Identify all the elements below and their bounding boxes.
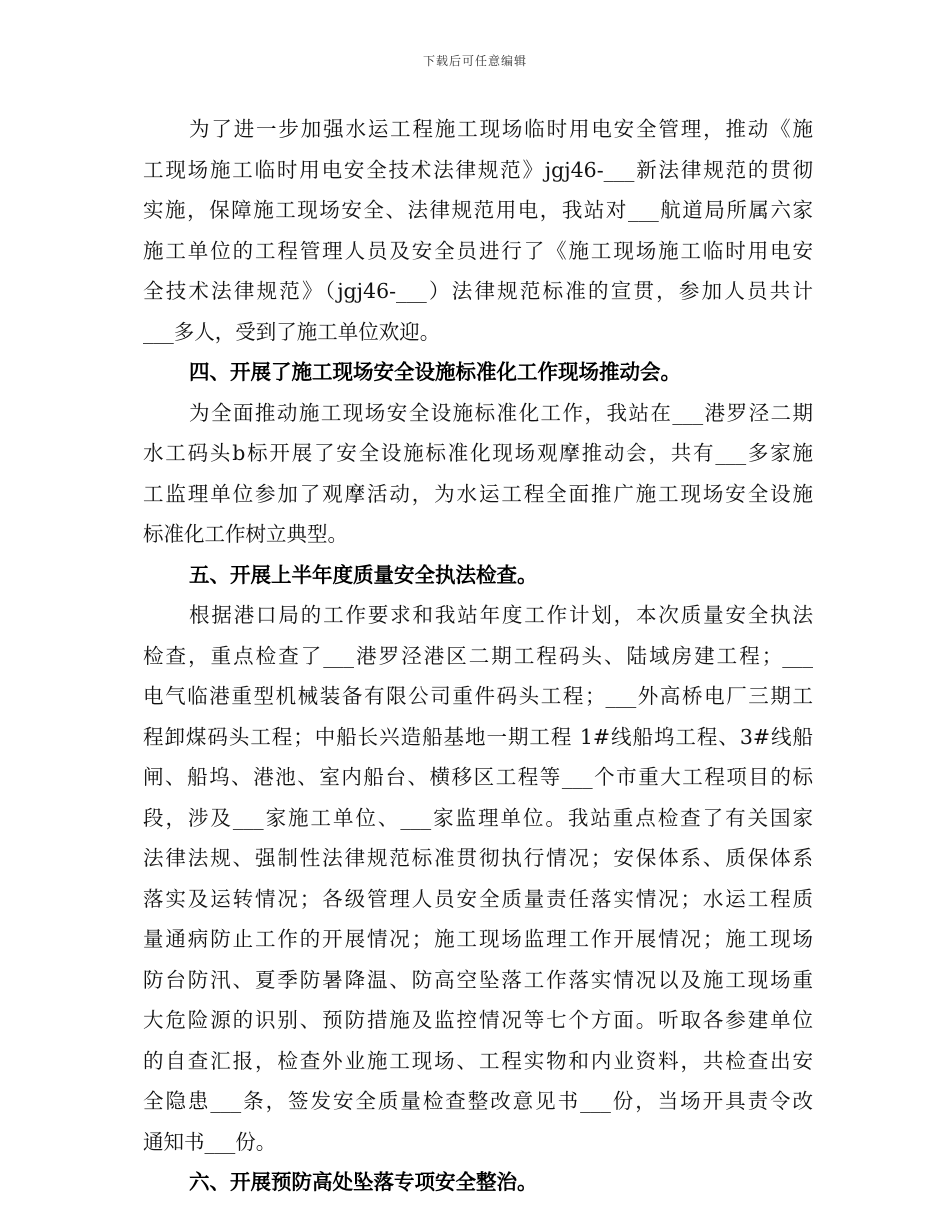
section-5-line-11: 大危险源的识别、预防措施及监控情况等七个方面。听取各参建单位 bbox=[143, 1008, 813, 1032]
section-5-line-1: 根据港口局的工作要求和我站年度工作计划，本次质量安全执法 bbox=[189, 603, 813, 627]
intro-line-2: 工现场施工临时用电安全技术法律规范》jgj46-___新法律规范的贯彻 bbox=[143, 157, 813, 182]
section-5-line-2: 检查，重点检查了___港罗泾港区二期工程码头、陆域房建工程；___ bbox=[143, 643, 813, 668]
section-5-line-7: 法律法规、强制性法律规范标准贯彻执行情况；安保体系、质保体系 bbox=[143, 846, 813, 870]
section-5-line-9: 量通病防止工作的开展情况；施工现场监理工作开展情况；施工现场 bbox=[143, 927, 813, 951]
section-4-line-4: 标准化工作树立典型。 bbox=[143, 522, 348, 546]
section-5-line-3: 电气临港重型机械装备有限公司重件码头工程；___外高桥电厂三期工 bbox=[143, 684, 813, 708]
section-5-line-10: 防台防汛、夏季防暑降温、防高空坠落工作落实情况以及施工现场重 bbox=[143, 967, 813, 992]
section-5-line-6: 段，涉及___家施工单位、___家监理单位。我站重点检查了有关国家 bbox=[143, 805, 813, 830]
intro-line-1: 为了进一步加强水运工程施工现场临时用电安全管理，推动《施 bbox=[189, 117, 813, 141]
section-5-line-5: 闸、船坞、港池、室内船台、横移区工程等___个市重大工程项目的标 bbox=[143, 765, 813, 789]
intro-line-5: 全技术法律规范》（jgj46-___）法律规范标准的宣贯，参加人员共计 bbox=[143, 279, 813, 303]
section-5-line-14: 通知书___份。 bbox=[143, 1129, 277, 1154]
section-5-line-13: 全隐患___条，签发安全质量检查整改意见书___份，当场开具责令改 bbox=[143, 1089, 813, 1113]
section-5-line-4: 程卸煤码头工程；中船长兴造船基地一期工程 1#线船坞工程、3#线船 bbox=[143, 724, 813, 749]
section-5-line-12: 的自查汇报，检查外业施工现场、工程实物和内业资料，共检查出安 bbox=[143, 1048, 813, 1073]
section-4-heading: 四、开展了施工现场安全设施标准化工作现场推动会。 bbox=[189, 360, 681, 384]
section-4-line-1: 为全面推动施工现场安全设施标准化工作，我站在___港罗泾二期 bbox=[189, 400, 813, 425]
intro-line-3: 实施，保障施工现场安全、法律规范用电，我站对___航道局所属六家 bbox=[143, 198, 813, 222]
page-header: 下载后可任意编辑 bbox=[422, 54, 527, 68]
section-4-line-3: 工监理单位参加了观摩活动，为水运工程全面推广施工现场安全设施 bbox=[143, 481, 813, 506]
section-6-heading: 六、开展预防高处坠落专项安全整治。 bbox=[189, 1170, 538, 1194]
section-4-line-2: 水工码头b标开展了安全设施标准化现场观摩推动会，共有___多家施 bbox=[143, 441, 813, 465]
section-5-heading: 五、开展上半年度质量安全执法检查。 bbox=[189, 562, 538, 587]
section-5-line-8: 落实及运转情况；各级管理人员安全质量责任落实情况；水运工程质 bbox=[143, 886, 813, 911]
intro-line-6: ___多人，受到了施工单位欢迎。 bbox=[143, 319, 441, 344]
intro-line-4: 施工单位的工程管理人员及安全员进行了《施工现场施工临时用电安 bbox=[143, 238, 813, 263]
